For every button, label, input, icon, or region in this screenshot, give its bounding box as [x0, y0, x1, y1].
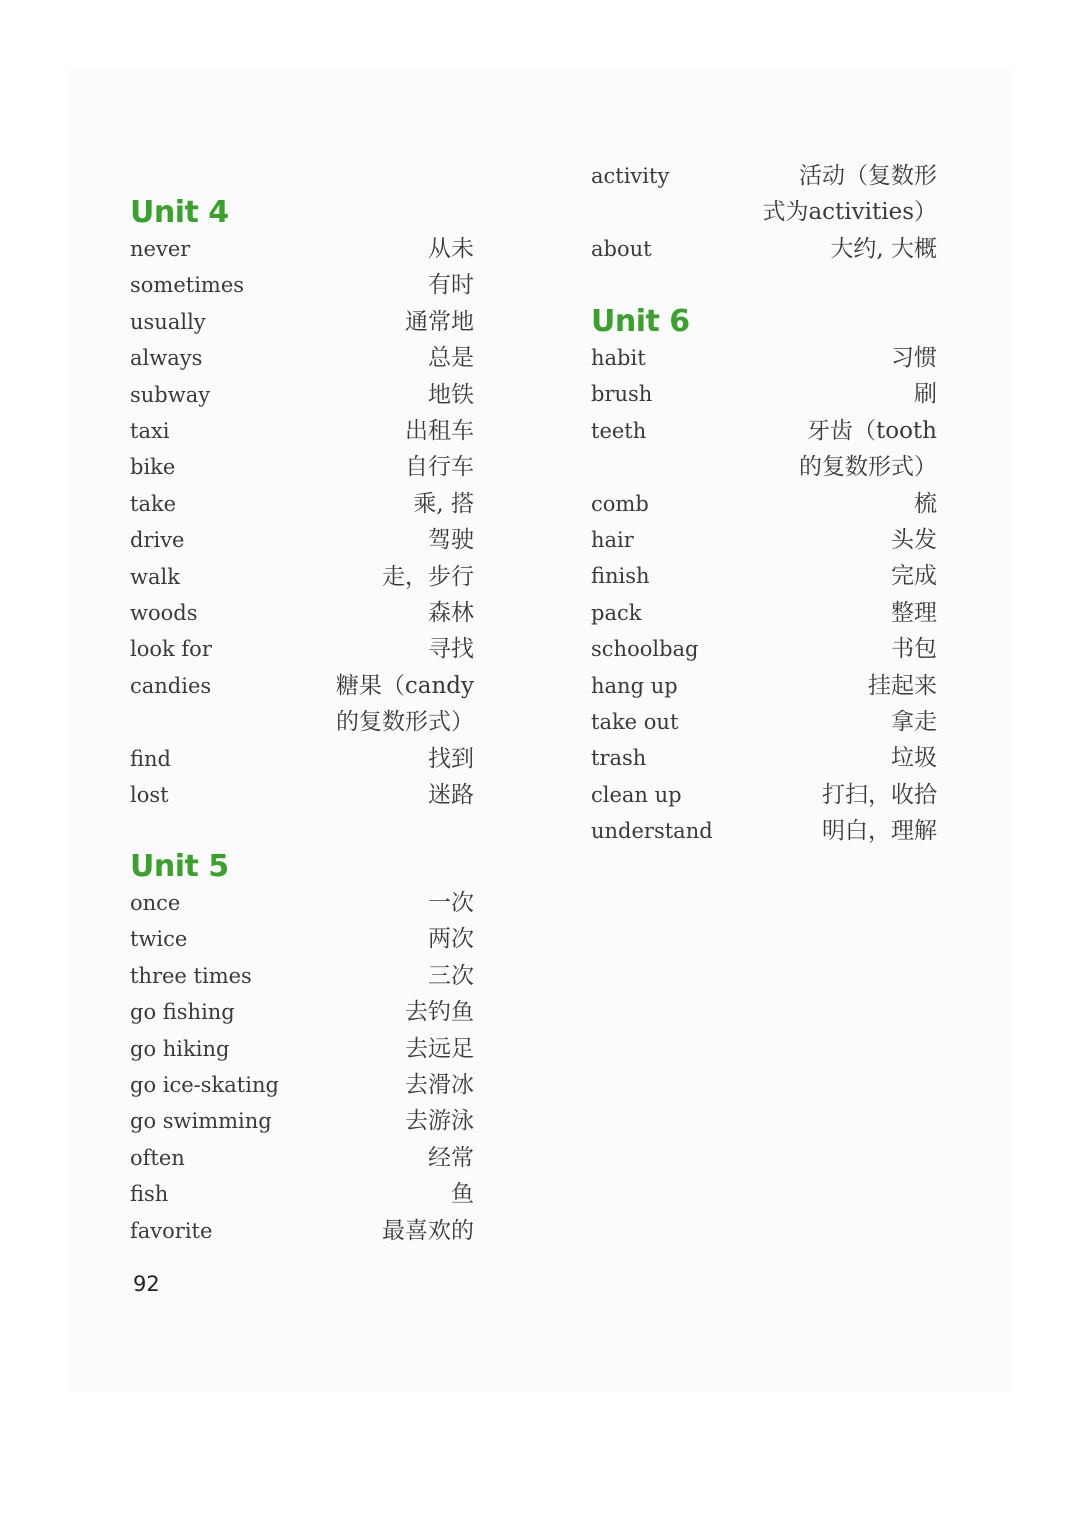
- english-word: find: [130, 746, 171, 771]
- vocab-entry: [130, 304, 474, 340]
- english-word: woods: [130, 601, 198, 626]
- english-word: hang up: [591, 673, 678, 698]
- chinese-meaning-line: 总是: [428, 345, 474, 372]
- continued-section: [591, 158, 937, 267]
- vocab-entry: [591, 704, 937, 740]
- vocab-entry: [591, 777, 937, 813]
- chinese-meaning-line: 明白，理解: [822, 818, 937, 845]
- chinese-meaning-line: 打扫，收拾: [822, 781, 937, 808]
- vocab-entry: [591, 522, 937, 558]
- vocab-entry: [130, 1176, 474, 1212]
- english-word: lost: [130, 783, 169, 808]
- chinese-meaning-line: 头发: [891, 527, 937, 554]
- english-word: favorite: [130, 1218, 213, 1243]
- chinese-meaning: [891, 704, 937, 740]
- vocab-entry: [130, 1103, 474, 1139]
- vocab-entry: [130, 1031, 474, 1067]
- chinese-meaning: [914, 376, 937, 412]
- chinese-meaning-line: 去远足: [405, 1035, 474, 1062]
- vocab-entry: [130, 777, 474, 813]
- vocab-entry: [130, 668, 474, 741]
- unit-4-section: [130, 195, 474, 814]
- english-word: brush: [591, 382, 653, 407]
- english-word: teeth: [591, 418, 647, 443]
- chinese-meaning-line: 森林: [428, 600, 474, 627]
- chinese-meaning-line: 糖果（candy: [335, 672, 474, 699]
- chinese-meaning-line: 通常地: [405, 308, 474, 335]
- unit-5-word-list: [130, 885, 474, 1249]
- chinese-meaning: [822, 813, 937, 849]
- chinese-meaning: [428, 885, 474, 921]
- english-word: activity: [591, 164, 670, 188]
- english-word: take: [130, 491, 177, 516]
- chinese-meaning: [336, 668, 474, 741]
- chinese-meaning: [891, 595, 937, 631]
- chinese-meaning: [428, 377, 474, 413]
- vocab-entry: [591, 486, 937, 522]
- chinese-meaning-line: 从未: [428, 236, 474, 262]
- unit-6-word-list: [591, 340, 937, 850]
- english-word: clean up: [591, 782, 682, 807]
- english-word: once: [130, 891, 181, 915]
- chinese-meaning-line: 活动（复数形: [799, 163, 937, 189]
- english-word: candies: [130, 673, 212, 698]
- chinese-meaning: [382, 1213, 474, 1249]
- vocab-entry: [130, 522, 474, 558]
- chinese-meaning: [428, 340, 474, 376]
- chinese-meaning: [891, 558, 937, 594]
- english-word: drive: [130, 528, 185, 553]
- chinese-meaning-line: 大约, 大概: [830, 235, 937, 262]
- chinese-meaning-line: 有时: [428, 272, 474, 299]
- continued-word-list: [591, 158, 937, 267]
- vocab-entry: [130, 631, 474, 667]
- chinese-meaning: [428, 267, 474, 303]
- vocab-entry: [130, 741, 474, 777]
- chinese-meaning-line: 三次: [428, 962, 474, 989]
- unit-4-title: Unit 4: [130, 195, 229, 230]
- vocab-entry: [591, 231, 937, 267]
- chinese-meaning: [891, 631, 937, 667]
- vocab-entry: [130, 449, 474, 485]
- vocab-entry: [130, 231, 474, 267]
- english-word: hair: [591, 528, 634, 553]
- chinese-meaning-line: 完成: [891, 563, 937, 590]
- unit-4-word-list: [130, 231, 474, 814]
- english-word: sometimes: [130, 273, 245, 298]
- chinese-meaning-line: 牙齿（tooth: [807, 417, 937, 444]
- chinese-meaning-line: 去游泳: [405, 1108, 474, 1135]
- chinese-meaning-line: 地铁: [428, 381, 474, 408]
- chinese-meaning: [451, 1176, 474, 1212]
- english-word: usually: [130, 309, 206, 334]
- english-word: go hiking: [130, 1036, 230, 1061]
- english-word: take out: [591, 710, 679, 735]
- english-word: taxi: [130, 419, 170, 444]
- chinese-meaning: [428, 741, 474, 777]
- vocab-entry: [130, 885, 474, 921]
- vocab-entry: [130, 921, 474, 957]
- chinese-meaning: [405, 304, 474, 340]
- chinese-meaning: [891, 522, 937, 558]
- vocab-entry: [591, 558, 937, 594]
- vocab-entry: [130, 559, 474, 595]
- vocab-entry: [130, 1067, 474, 1103]
- vocab-entry: [130, 595, 474, 631]
- vocab-entry: [591, 813, 937, 849]
- english-word: walk: [130, 564, 180, 589]
- chinese-meaning: [428, 958, 474, 994]
- english-word: pack: [591, 600, 642, 625]
- english-word: understand: [591, 819, 713, 844]
- chinese-meaning: [868, 668, 937, 704]
- vocab-entry: [130, 267, 474, 303]
- chinese-meaning: [428, 631, 474, 667]
- chinese-meaning: [405, 1031, 474, 1067]
- chinese-meaning-line: 走，步行: [382, 563, 474, 590]
- unit-5-title: Unit 5: [130, 849, 229, 884]
- vocab-entry: [591, 631, 937, 667]
- english-word: fish: [130, 1182, 169, 1207]
- unit-6-title: Unit 6: [591, 304, 690, 339]
- english-word: go swimming: [130, 1109, 272, 1134]
- chinese-meaning: [405, 994, 474, 1030]
- chinese-meaning: [428, 777, 474, 813]
- vocab-entry: [130, 994, 474, 1030]
- vocab-entry: [591, 376, 937, 412]
- chinese-meaning-line: 挂起来: [868, 672, 937, 699]
- chinese-meaning: [413, 486, 474, 522]
- english-word: look for: [130, 637, 212, 662]
- english-word: go ice-skating: [130, 1073, 279, 1098]
- chinese-meaning-line: 的复数形式）: [336, 709, 474, 736]
- vocab-entry: [130, 340, 474, 376]
- chinese-meaning: [405, 1067, 474, 1103]
- chinese-meaning: [405, 449, 474, 485]
- english-word: always: [130, 346, 203, 371]
- chinese-meaning: [428, 1140, 474, 1176]
- chinese-meaning: [405, 413, 474, 449]
- page-sheet: [68, 68, 1012, 1392]
- chinese-meaning-line: 整理: [891, 599, 937, 626]
- chinese-meaning: [822, 777, 937, 813]
- vocab-entry: [591, 158, 937, 231]
- vocab-entry: [130, 958, 474, 994]
- chinese-meaning-line: 式为activities）: [762, 199, 937, 226]
- chinese-meaning: [405, 1103, 474, 1139]
- chinese-meaning: [830, 231, 937, 267]
- vocab-entry: [591, 340, 937, 376]
- chinese-meaning-line: 去钓鱼: [405, 999, 474, 1026]
- chinese-meaning-line: 乘, 搭: [413, 490, 474, 517]
- english-word: subway: [130, 382, 211, 407]
- chinese-meaning: [891, 740, 937, 776]
- chinese-meaning-line: 刷: [914, 381, 937, 408]
- vocab-entry: [130, 377, 474, 413]
- unit-6-section: [591, 304, 937, 850]
- chinese-meaning-line: 垃圾: [891, 745, 937, 772]
- chinese-meaning-line: 自行车: [405, 454, 474, 481]
- unit-5-section: [130, 849, 474, 1249]
- chinese-meaning-line: 梳: [914, 490, 937, 517]
- chinese-meaning: [891, 340, 937, 376]
- chinese-meaning-line: 最喜欢的: [382, 1217, 474, 1244]
- chinese-meaning: [762, 158, 937, 231]
- chinese-meaning-line: 驾驶: [428, 527, 474, 554]
- vocab-entry: [130, 1213, 474, 1249]
- chinese-meaning-line: 拿走: [891, 709, 937, 736]
- english-word: twice: [130, 927, 188, 952]
- chinese-meaning: [428, 522, 474, 558]
- chinese-meaning-line: 一次: [428, 890, 474, 916]
- english-word: never: [130, 237, 191, 261]
- chinese-meaning: [428, 231, 474, 267]
- chinese-meaning: [428, 595, 474, 631]
- vocab-entry: [130, 413, 474, 449]
- chinese-meaning-line: 去滑冰: [405, 1072, 474, 1099]
- chinese-meaning-line: 习惯: [891, 345, 937, 371]
- vocab-entry: [591, 413, 937, 486]
- english-word: schoolbag: [591, 637, 699, 662]
- english-word: trash: [591, 746, 647, 771]
- vocab-entry: [130, 1140, 474, 1176]
- english-word: habit: [591, 346, 646, 370]
- vocab-entry: [591, 595, 937, 631]
- vocab-entry: [591, 668, 937, 704]
- chinese-meaning-line: 两次: [428, 926, 474, 953]
- chinese-meaning-line: 书包: [891, 636, 937, 663]
- chinese-meaning-line: 经常: [428, 1144, 474, 1171]
- english-word: finish: [591, 564, 650, 589]
- vocab-entry: [130, 486, 474, 522]
- chinese-meaning-line: 寻找: [428, 636, 474, 663]
- chinese-meaning-line: 迷路: [428, 782, 474, 809]
- chinese-meaning: [428, 921, 474, 957]
- page-number: 92: [133, 1272, 160, 1296]
- english-word: often: [130, 1145, 185, 1170]
- english-word: go fishing: [130, 1000, 235, 1025]
- chinese-meaning-line: 找到: [428, 745, 474, 772]
- chinese-meaning-line: 鱼: [451, 1181, 474, 1208]
- chinese-meaning-line: 的复数形式）: [799, 454, 937, 481]
- english-word: comb: [591, 491, 649, 516]
- chinese-meaning: [914, 486, 937, 522]
- english-word: bike: [130, 455, 176, 480]
- chinese-meaning-line: 出租车: [405, 418, 474, 445]
- chinese-meaning: [382, 559, 474, 595]
- chinese-meaning: [799, 413, 937, 486]
- english-word: three times: [130, 963, 252, 988]
- english-word: about: [591, 236, 652, 261]
- vocab-entry: [591, 740, 937, 776]
